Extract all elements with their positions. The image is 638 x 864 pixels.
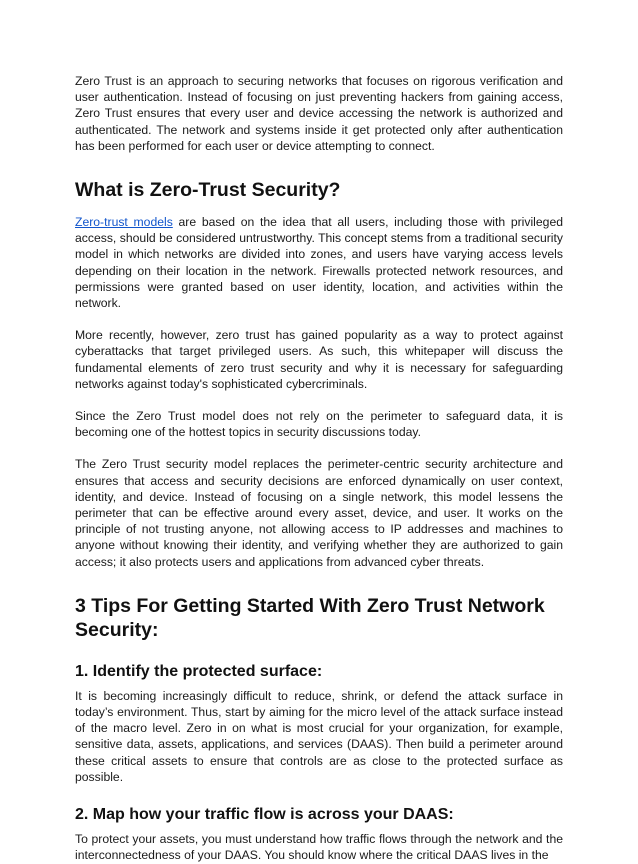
zero-trust-models-link[interactable]: Zero-trust models [75, 215, 173, 230]
section-heading-3-tips: 3 Tips For Getting Started With Zero Trust Network Security: [75, 594, 545, 641]
zero-trust-models-paragraph [75, 214, 563, 311]
paragraph-spacer [75, 440, 563, 456]
tip-2-heading: 2. Map how your traffic flow is across your DAAS: [75, 806, 454, 824]
paragraph-spacer [75, 392, 563, 408]
tip-1-heading: 1. Identify the protected surface: [75, 662, 323, 680]
intro-paragraph: Zero Trust is an approach to securing networks that focuses on rigorous verification and user authentication. Instead of focusing on just preventing hackers from gaining access, Zero Trust ensures that every user and device accessing the network is authorized and authenticated. The network and systems inside it get protected only after authentication has been performed for each user or device attempting to connect. [75, 74, 563, 153]
tip-1-body: It is becoming increasingly difficult to reduce, shrink, or defend the attack surface in today’s environment. Thus, start by aiming for the micro level of the attack surface instead of the macro level. Zero in on what is most crucial for your organization, for example, sensitive data, assets, applications, and services (DAAS). Then build a perimeter around these critical assets to ensure that controls are as close to the protected surface as possible. [75, 688, 563, 784]
paragraph-spacer [75, 311, 563, 327]
tip-2-body: To protect your assets, you must understand how traffic flows through the network and the interconnectedness of your DAAS. You should know where the critical DAAS lives in the [75, 832, 563, 863]
recent-popularity-paragraph: More recently, however, zero trust has gained popularity as a way to protect against cyberattacks that target privileged users. As such, this whitepaper will discuss the fundamental elements of zero trust security and why it is necessary for safeguarding networks against today's sophisticated cybercriminals. [75, 328, 563, 391]
document-page [75, 73, 563, 864]
perimeter-paragraph: Since the Zero Trust model does not rely on the perimeter to safeguard data, it is becoming one of the hottest topics in security discussions today. [75, 409, 563, 440]
security-model-paragraph: The Zero Trust security model replaces the perimeter-centric security architecture and ensures that access and security decisions are enforced dynamically on user context, identity, and device. Instead of focusing on a single network, this model lessens the perimeter that can be effective around every asset, device, and user. It works on the principle of not trusting anyone, not allowing access to IP addresses and machines to anyone without knowing their identity, and verifying whether they are authorized to gain access; it also protects users and applications from advanced cyber threats. [75, 457, 563, 569]
zero-trust-models-paragraph-text: are based on the idea that all users, including those with privileged access, should be considered untrustworthy. This concept stems from a traditional security model in which networks are divided into zones, and users have varying access levels depending on their location in the network. Firewalls protected network resources, and permissions were granted based on user identity, location, and activities within the network. [75, 215, 563, 311]
section-heading-what-is-zero-trust: What is Zero-Trust Security? [75, 179, 341, 202]
